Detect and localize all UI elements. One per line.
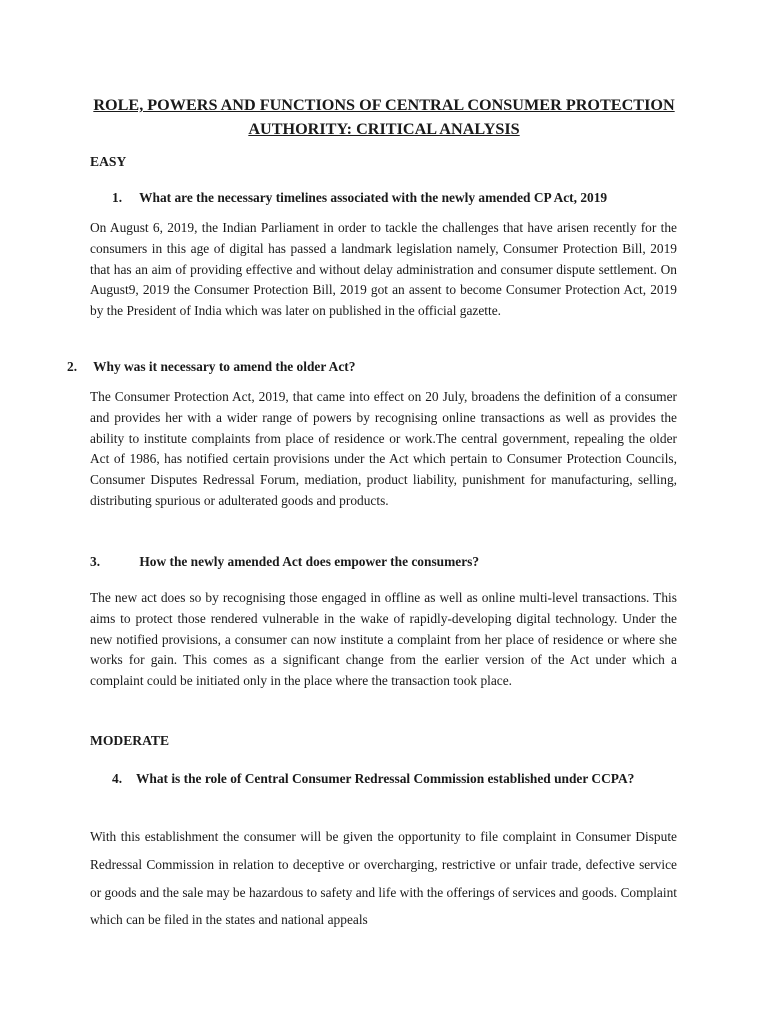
question-2	[67, 356, 355, 377]
answer-2: The Consumer Protection Act, 2019, that came into effect on 20 July, broadens the definition of a consumer and provides her with a wider range of powers by recognising online transactions as well as provides the ability to institute complaints from place of residence or work.The central government, repealing the older Act of 1986, has notified certain provisions under the Act which pertain to Consumer Protection Councils, Consumer Disputes Redressal Forum, mediation, product liability, punishment for manufacturing, selling, distributing spurious or adulterated goods and products.	[90, 389, 677, 508]
question-text: What are the necessary timelines associated with the newly amended CP Act, 2019	[139, 190, 608, 205]
question-1	[112, 187, 607, 208]
section-heading-easy: EASY	[90, 154, 127, 169]
answer-3: The new act does so by recognising those engaged in offline as well as online multi-level transactions. This aims to protect those rendered vulnerable in the wake of rapidly-developing digital technology. Under the new notified provisions, a consumer can now institute a complaint from her place of residence or where she works for gain. This comes as a significant change from the earlier version of the Act under which a complaint could be initiated only in the place where the transaction took place.	[90, 590, 677, 689]
question-4	[112, 768, 678, 789]
question-number: 4.	[112, 771, 123, 786]
question-number: 3.	[90, 554, 101, 569]
question-number: 2.	[67, 359, 78, 374]
question-text: What is the role of Central Consumer Redressal Commission established under CCPA?	[136, 771, 635, 786]
answer-4: With this establishment the consumer will be given the opportunity to file complaint in Consumer Dispute Redressal Commission in relation to deceptive or overcharging, restrictive or unfair trade, defective service or goods and the sale may be hazardous to safety and life with the offerings of services and goods. Complaint which can be filed in the states and national appeals	[90, 829, 677, 928]
question-number: 1.	[112, 190, 123, 205]
answer-1: On August 6, 2019, the Indian Parliament in order to tackle the challenges that have arisen recently for the consumers in this age of digital has passed a landmark legislation namely, Consumer Protection Bill, 2019 that has an aim of providing effective and without delay administration and consumer dispute settlement. On August9, 2019 the Consumer Protection Bill, 2019 got an assent to become Consumer Protection Act, 2019 by the President of India which was later on published in the official gazette.	[90, 220, 677, 319]
question-text: How the newly amended Act does empower the consumers?	[139, 554, 480, 569]
question-3	[90, 551, 479, 572]
document-title: ROLE, POWERS AND FUNCTIONS OF CENTRAL CONSUMER PROTECTION AUTHORITY: CRITICAL ANALYSIS	[93, 96, 675, 138]
section-heading-moderate: MODERATE	[90, 733, 170, 748]
question-text: Why was it necessary to amend the older Act?	[93, 359, 356, 374]
